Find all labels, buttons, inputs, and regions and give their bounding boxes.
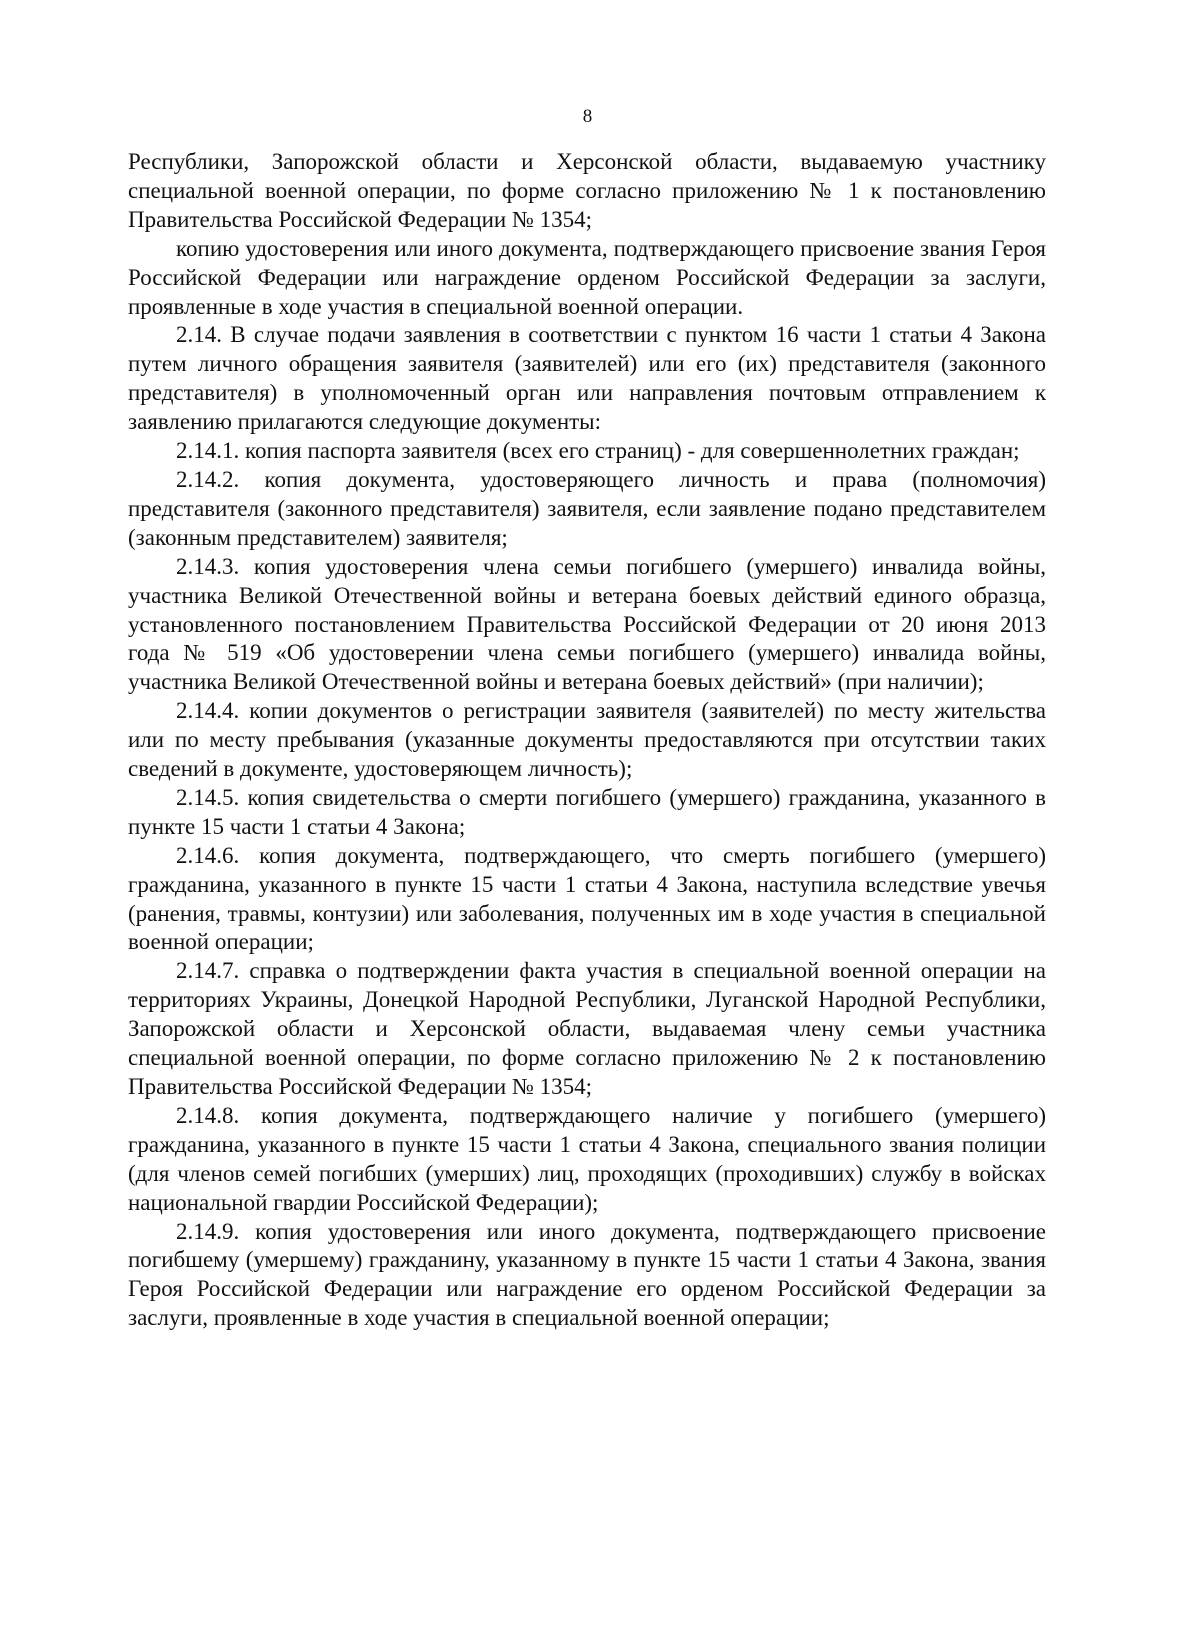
paragraph: копию удостоверения или иного документа, подтверждающего присвоение звания Героя Российской Федерации или награждение орденом Российской Федерации за заслуги, проявленные в ходе участия в специальной военной операции. <box>128 235 1046 319</box>
paragraph: 2.14.8. копия документа, подтверждающего наличие у погибшего (умершего) гражданина, указанного в пункте 15 части 1 статьи 4 Закона, специального звания полиции (для членов семей погибших (умерших) лиц, проходящих (проходивших) службу в войсках национальной гвардии Российской Федерации); <box>128 1102 1046 1215</box>
paragraph: Республики, Запорожской области и Херсонской области, выдаваемую участнику специальной военной операции, по форме согласно приложению № 1 к постановлению Правительства Российской Федерации № 1354; <box>128 149 1046 232</box>
paragraph: 2.14.1. копия паспорта заявителя (всех его страниц) - для совершеннолетних граждан; <box>176 438 1020 464</box>
paragraph: 2.14.9. копия удостоверения или иного документа, подтверждающего присвоение погибшему (умершему) гражданину, указанному в пункте 15 части 1 статьи 4 Закона, звания Героя Российской Федерации или награждение его орденом Российской Федерации за заслуги, проявленные в ходе участия в специальной военной операции; <box>128 1218 1046 1331</box>
paragraph: 2.14.4. копии документов о регистрации заявителя (заявителей) по месту жительства или по месту пребывания (указанные документы предоставляются при отсутствии таких сведений в документе, удостоверяющем личность); <box>128 698 1046 782</box>
paragraph: 2.14.5. копия свидетельства о смерти погибшего (умершего) гражданина, указанного в пункте 15 части 1 статьи 4 Закона; <box>128 784 1046 839</box>
paragraph: 2.14.3. копия удостоверения члена семьи погибшего (умершего) инвалида войны, участника Великой Отечественной войны и ветерана боевых действий единого образца, установленного постановлением Правительства Российской Федерации от 20 июня 2013 года № 519 «Об удостоверении члена семьи погибшего (умершего) инвалида войны, участника Великой Отечественной войны и ветерана боевых действий» (при наличии); <box>128 553 1046 695</box>
document-body <box>128 148 1046 1333</box>
page-number: 8 <box>582 106 593 127</box>
paragraph: 2.14. В случае подачи заявления в соответствии с пунктом 16 части 1 статьи 4 Закона путем личного обращения заявителя (заявителей) или его (их) представителя (законного представителя) в уполномоченный орган или направления почтовым отправлением к заявлению прилагаются следующие документы: <box>128 322 1046 435</box>
paragraph: 2.14.7. справка о подтверждении факта участия в специальной военной операции на территориях Украины, Донецкой Народной Республики, Луганской Народной Республики, Запорожской области и Херсонской области, выдаваемая члену семьи участника специальной военной операции, по форме согласно приложению № 2 к постановлению Правительства Российской Федерации № 1354; <box>128 958 1046 1099</box>
paragraph: 2.14.2. копия документа, удостоверяющего личность и права (полномочия) представителя (законного представителя) заявителя, если заявление подано представителем (законным представителем) заявителя; <box>128 466 1046 550</box>
paragraph: 2.14.6. копия документа, подтверждающего, что смерть погибшего (умершего) гражданина, указанного в пункте 15 части 1 статьи 4 Закона, наступила вследствие увечья (ранения, травмы, контузии) или заболевания, полученных им в ходе участия в специальной военной операции; <box>128 842 1046 955</box>
